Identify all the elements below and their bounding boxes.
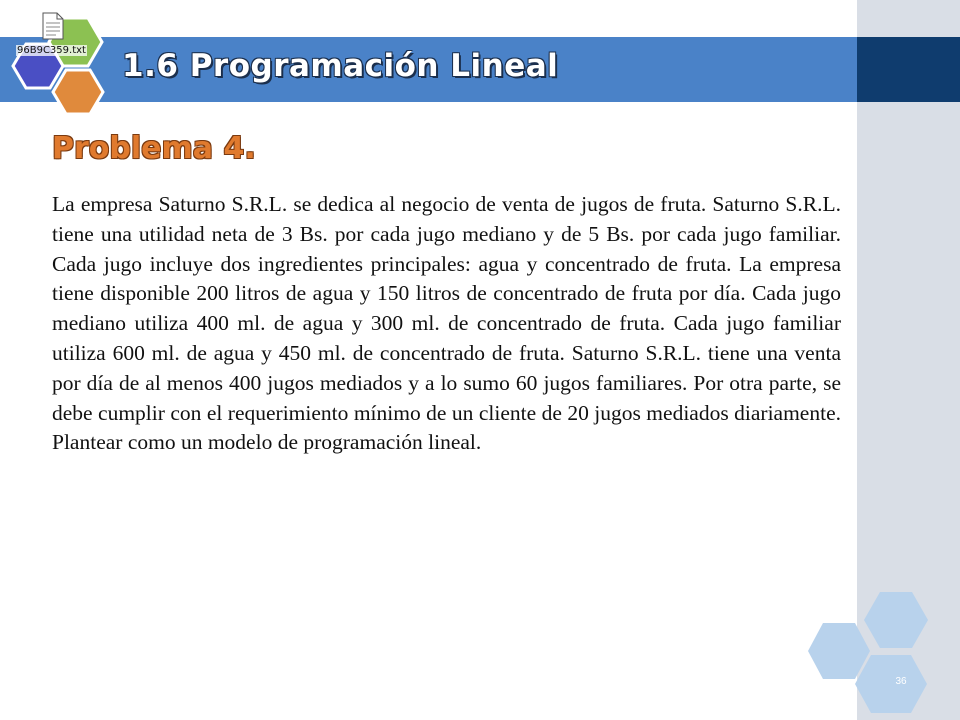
page-number: 36	[895, 676, 907, 687]
title-bar-dark-segment	[857, 37, 960, 102]
problem-statement: La empresa Saturno S.R.L. se dedica al negocio de venta de jugos de fruta. Saturno S.R.L. tiene una utilidad neta de 3 Bs. por cada jugo mediano y de 5 Bs. por cada jugo familiar. Cada jugo incluye dos ingredientes principales: agua y concentrado de fruta. La empresa tiene disponible 200 litros de agua y 150 litros de concentrado de fruta por día. Cada jugo mediano utiliza 400 ml. de agua y 300 ml. de concentrado de fruta. Cada jugo familiar utiliza 600 ml. de agua y 450 ml. de concentrado de fruta. Saturno S.R.L. tiene una venta por día de al menos 400 jugos mediados y a lo sumo 60 jugos familiares. Por otra parte, se debe cumplir con el requerimiento mínimo de un cliente de 20 jugos mediados diariamente. Plantear como un modelo de programación lineal.	[52, 192, 841, 455]
decorative-hexagons	[800, 585, 960, 720]
deco-hexagon-left	[808, 623, 870, 679]
deco-hexagon-top	[864, 592, 928, 648]
slide-title: 1.6 Programación Lineal	[122, 48, 559, 84]
orange-hexagon	[53, 70, 103, 114]
file-icon-label[interactable]: 96B9C359.txt	[17, 45, 86, 56]
text-file-icon[interactable]	[42, 12, 64, 40]
problem-heading: Problema 4.	[52, 131, 256, 166]
